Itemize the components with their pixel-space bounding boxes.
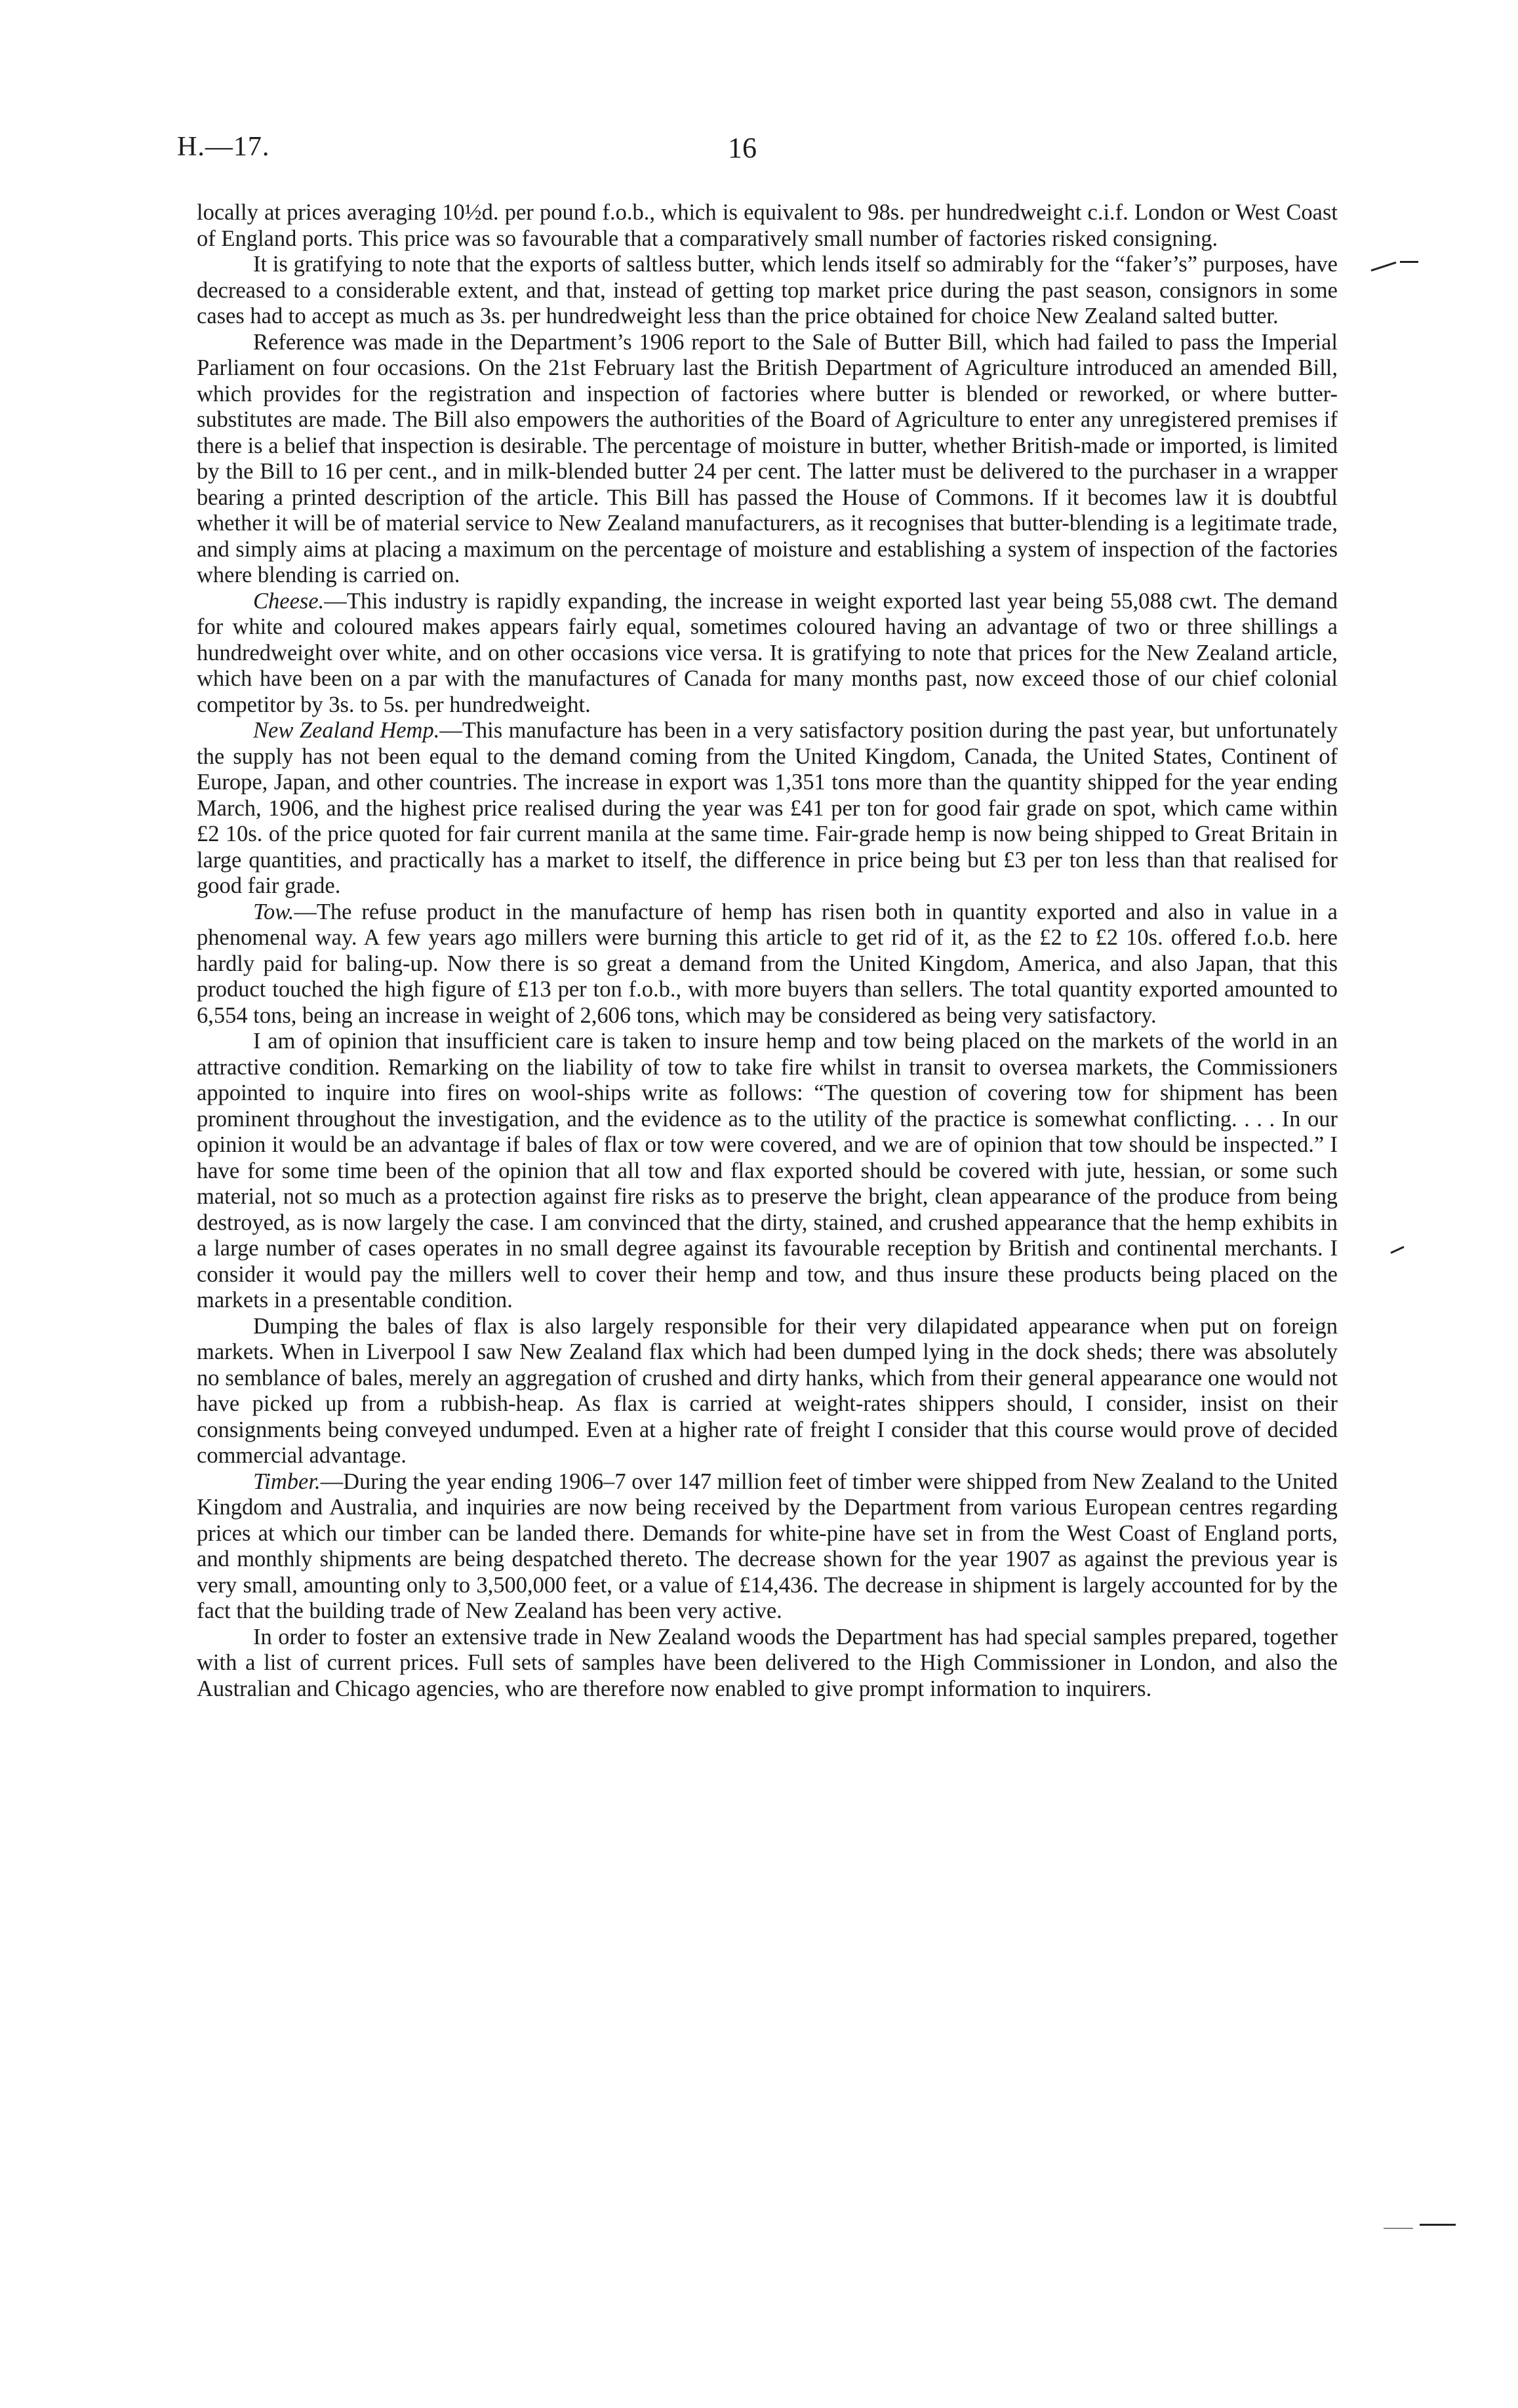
paragraph-hemp: New Zealand Hemp.—This manufacture has been in a very satisfactory position during the past year, but unfortunately the supply has not been equal to the demand coming from the United Kingdom, Canada, the United States, Continent of Europe, Japan, and other countries. The increase in export was 1,351 tons more than the quantity shipped for the year ending March, 1906, and the highest price realised during the year was £41 per ton for good fair grade on spot, which came within £2 10s. of the price quoted for fair current manila at the same time. Fair-grade hemp is now being shipped to Great Britain in large quantities, and practically has a market to itself, the difference in price being but £3 per ton less than that realised for good fair grade.	[197, 718, 1338, 898]
margin-mark	[1420, 2224, 1456, 2226]
margin-mark	[1400, 261, 1418, 263]
body-text	[197, 200, 1338, 1702]
margin-mark	[1384, 2228, 1413, 2229]
section-heading: Cheese.	[253, 588, 325, 614]
document-reference: H.—17.	[177, 132, 270, 162]
paragraph-tow: Tow.—The refuse product in the manufacture of hemp has risen both in quantity exported and also in value in a phenomenal way. A few years ago millers were burning this article to get rid of it, as the £2 to £2 10s. offered f.o.b. here hardly paid for baling-up. Now there is so great a demand from the United Kingdom, America, and also Japan, that this product touched the high figure of £13 per ton f.o.b., with more buyers than sellers. The total quantity exported amounted to 6,554 tons, being an increase in weight of 2,606 tons, which may be considered as being very satisfactory.	[197, 899, 1338, 1028]
page-header	[0, 131, 1518, 170]
paragraph: I am of opinion that insufficient care is taken to insure hemp and tow being placed on the markets of the world in an attractive condition. Remarking on the liability of tow to take fire whilst in transit to oversea markets, the Commissioners appointed to inquire into fires on wool-ships write as follows: “The question of covering tow for shipment has been prominent throughout the investigation, and the evidence as to the utility of the practice is somewhat conflicting. . . . In our opinion it would be an advantage if bales of flax or tow were covered, and we are of opinion that tow should be inspected.” I have for some time been of the opinion that all tow and flax exported should be covered with jute, hessian, or some such material, not so much as a protection against fire risks as to preserve the bright, clean appearance of the produce from being destroyed, as is now largely the case. I am convinced that the dirty, stained, and crushed appearance that the hemp exhibits in a large number of cases operates in no small degree against its favourable reception by British and continental merchants. I consider it would pay the millers well to cover their hemp and tow, and thus insure these products being placed on the markets in a presentable condition.	[197, 1029, 1338, 1313]
paragraph: locally at prices averaging 10½d. per pound f.o.b., which is equivalent to 98s. per hundredweight c.i.f. London or West Coast of England ports. This price was so favourable that a comparatively small number of factories risked consigning.	[197, 200, 1338, 251]
paragraph: Dumping the bales of flax is also largely responsible for their very dilapidated appearance when put on foreign markets. When in Liverpool I saw New Zealand flax which had been dumped lying in the dock sheds; there was absolutely no semblance of bales, merely an aggregation of crushed and dirty hanks, which from their general appearance one would not have picked up from a rubbish-heap. As flax is carried at weight-rates shippers should, I consider, insist on their consignments being conveyed undumped. Even at a higher rate of freight I consider that this course would prove of decided commercial advantage.	[197, 1313, 1338, 1468]
paragraph-timber: Timber.—During the year ending 1906–7 over 147 million feet of timber were shipped from New Zealand to the United Kingdom and Australia, and inquiries are now being received by the Department from various European centres regarding prices at which our timber can be landed there. Demands for white-pine have set in from the West Coast of England ports, and monthly shipments are being despatched thereto. The decrease shown for the year 1907 as against the previous year is very small, amounting only to 3,500,000 feet, or a value of £14,436. The decrease in shipment is largely accounted for by the fact that the building trade of New Zealand has been very active.	[197, 1469, 1338, 1623]
section-heading: Tow.	[253, 899, 294, 924]
paragraph: It is gratifying to note that the exports of saltless butter, which lends itself so admirably for the “faker’s” purposes, have decreased to a considerable extent, and that, instead of getting top market price during the past season, consignors in some cases had to accept as much as 3s. per hundredweight less than the price obtained for choice New Zealand salted butter.	[197, 252, 1338, 328]
paragraph-cheese: Cheese.—This industry is rapidly expanding, the increase in weight exported last year being 55,088 cwt. The demand for white and coloured makes appears fairly equal, sometimes coloured having an advantage of two or three shillings a hundredweight over white, and on other occasions vice versa. It is gratifying to note that prices for the New Zealand article, which have been on a par with the manufactures of Canada for many months past, now exceed those of our chief colonial competitor by 3s. to 5s. per hundredweight.	[197, 588, 1338, 717]
paragraph: Reference was made in the Department’s 1906 report to the Sale of Butter Bill, which had failed to pass the Imperial Parliament on four occasions. On the 21st February last the British Department of Agriculture introduced an amended Bill, which provides for the registration and inspection of factories where butter is blended or reworked, or where butter-substitutes are made. The Bill also empowers the authorities of the Board of Agriculture to enter any unregistered premises if there is a belief that inspection is desirable. The percentage of moisture in butter, whether British-made or imported, is limited by the Bill to 16 per cent., and in milk-blended butter 24 per cent. The latter must be delivered to the purchaser in a wrapper bearing a printed description of the article. This Bill has passed the House of Commons. If it becomes law it is doubtful whether it will be of material service to New Zealand manufacturers, as it recognises that butter-blending is a legitimate trade, and simply aims at placing a maximum on the percentage of moisture and establishing a system of inspection of the factories where blending is carried on.	[197, 329, 1338, 587]
margin-mark	[1390, 1246, 1404, 1253]
section-heading: Timber.	[253, 1469, 321, 1494]
section-heading: New Zealand Hemp.	[253, 718, 440, 743]
paragraph: In order to foster an extensive trade in New Zealand woods the Department has had special samples prepared, together with a list of current prices. Full sets of samples have been delivered to the High Commissioner in London, and also the Australian and Chicago agencies, who are therefore now enabled to give prompt information to inquirers.	[197, 1624, 1338, 1701]
margin-mark	[1371, 262, 1397, 271]
page-number: 16	[728, 132, 757, 164]
